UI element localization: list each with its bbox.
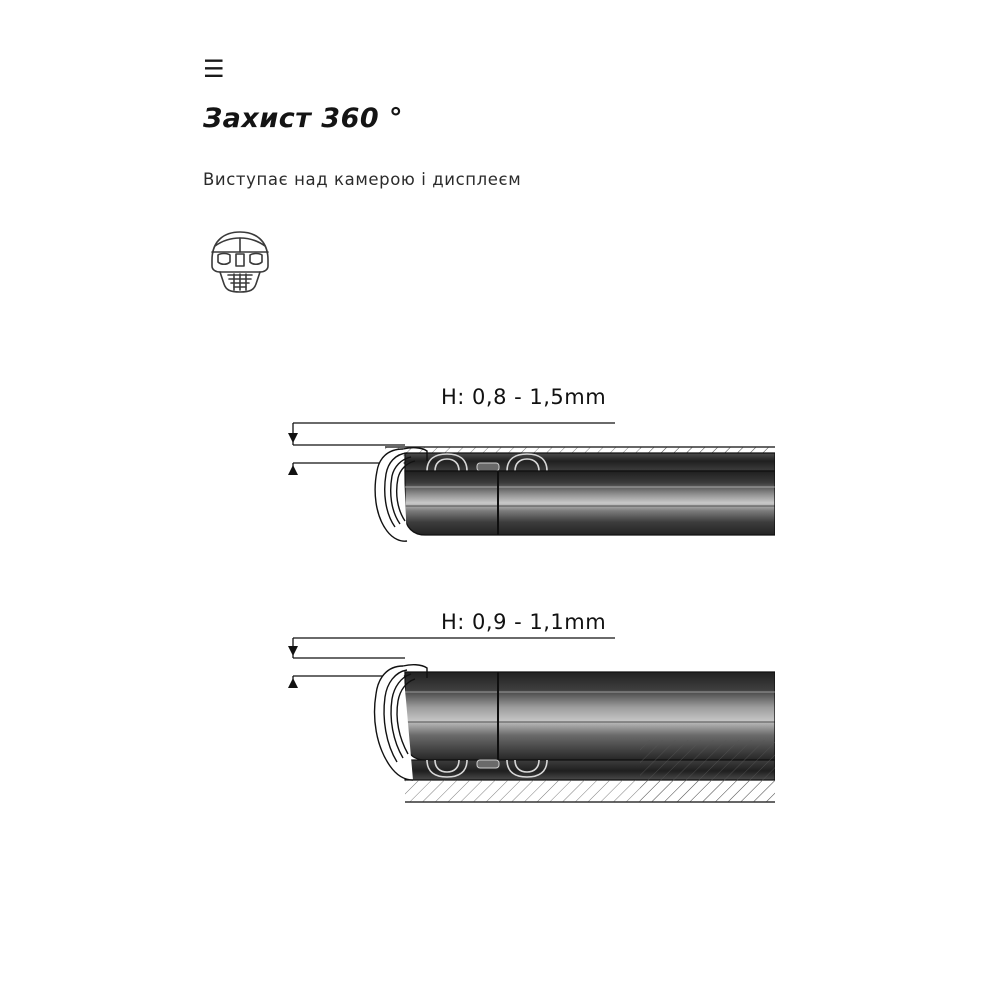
diagram-camera-protrusion [255, 375, 775, 575]
diagram-display-protrusion [255, 600, 775, 815]
device-cross-section [375, 448, 775, 541]
page-subtitle: Виступає над камерою і дисплеєм [203, 170, 522, 189]
hamburger-menu-icon[interactable]: ☰ [203, 55, 225, 83]
dimension-label-display: H: 0,9 - 1,1mm [441, 610, 607, 634]
dimension-label-camera: H: 0,8 - 1,5mm [441, 385, 607, 409]
stormtrooper-helmet-icon [198, 226, 282, 298]
page-title: Захист 360 ° [203, 103, 404, 134]
